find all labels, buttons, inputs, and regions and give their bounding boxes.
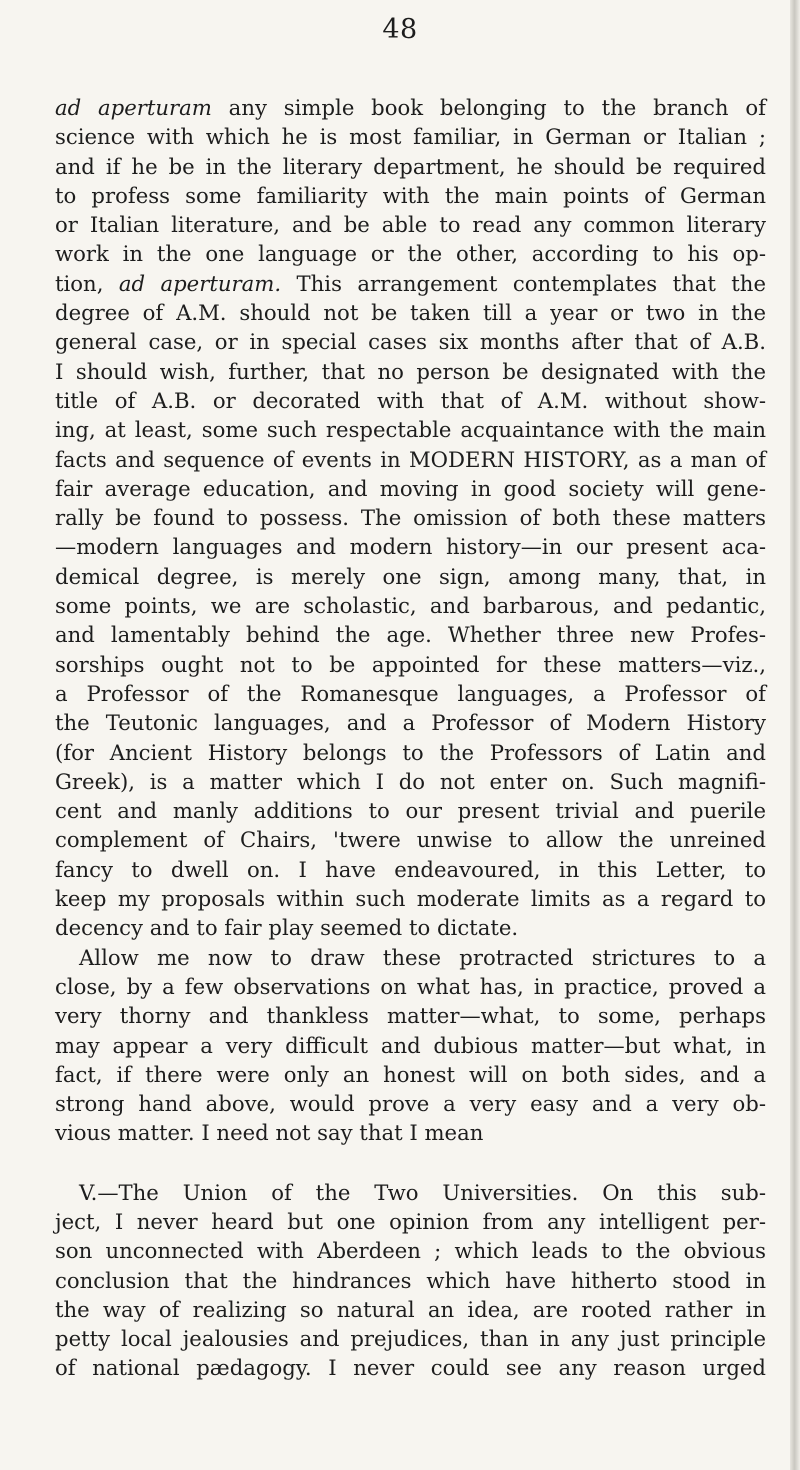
text-line [55,708,766,737]
text-run: conclusion that the hindrances which have hitherto stood in [55,1267,766,1293]
text-line [55,1236,766,1265]
body-text [55,93,766,1383]
text-line [55,913,766,942]
text-line [55,1266,766,1295]
text-run: petty local jealousies and prejudices, than in any just principle [55,1326,766,1352]
text-run: to profess some familiarity with the main points of German [55,182,766,208]
text-run: V.—The Union of the Two Universities. On this sub- [79,1179,766,1205]
text-line [55,1118,766,1147]
page-edge-shadow [790,0,800,1470]
text-line [55,357,766,386]
text-line [55,269,766,298]
text-run: may appear a very difficult and dubious matter—but what, in [55,1032,766,1058]
text-run: a Professor of the Romanesque languages, a Professor of [55,680,766,706]
text-run: fair average education, and moving in good society will gene- [55,475,766,501]
text-line [55,152,766,181]
text-line [55,1001,766,1030]
text-line [55,445,766,474]
text-line [55,532,766,561]
text-line [55,503,766,532]
text-run: close, by a few observations on what has, in practice, proved a [55,973,766,999]
text-run: the Teutonic languages, and a Professor of Modern History [55,710,766,736]
text-line [55,943,766,972]
text-line [55,591,766,620]
text-run: Allow me now to draw these protracted strictures to a [79,944,766,970]
text-run: general case, or in special cases six months after that of A.B. [55,329,766,355]
text-line [55,855,766,884]
text-run: ing, at least, some such respectable acquaintance with the main [55,417,766,443]
text-run: some points, we are scholastic, and barbarous, and pedantic, [55,593,766,619]
text-run: cent and manly additions to our present trivial and puerile [55,798,766,824]
text-line [55,884,766,913]
text-run: degree of A.M. should not be taken till a year or two in the [55,300,766,326]
text-line [55,1324,766,1353]
text-line [55,122,766,151]
text-run: ject, I never heard but one opinion from any intelligent per- [55,1208,766,1234]
text-run: son unconnected with Aberdeen ; which leads to the obvious [55,1238,766,1264]
italic-phrase: ad aperturam [55,95,212,120]
text-run: sorships ought not to be appointed for these matters—viz., [55,651,766,677]
text-run: This arrangement contemplates that the [281,270,766,296]
text-line [55,562,766,591]
text-line [55,415,766,444]
text-run: any simple book belonging to the branch of [211,95,766,120]
text-run: science with which he is most familiar, in German or Italian ; [55,124,766,150]
text-line [55,210,766,239]
text-line [55,825,766,854]
text-run: work in the one language or the other, according to his op- [55,241,766,267]
text-run: and if he be in the literary department, he should be required [55,153,766,179]
page-number: 48 [382,14,418,45]
text-line [55,650,766,679]
text-run: fact, if there were only an honest will on both sides, and a [55,1061,766,1087]
text-line [55,298,766,327]
text-line [55,972,766,1001]
text-run: title of A.B. or decorated with that of A.M. without show- [55,387,766,413]
text-run: very thorny and thankless matter—what, to some, perhaps [55,1003,766,1029]
text-line [55,181,766,210]
text-run: tion, [55,270,119,296]
text-line [55,1178,766,1207]
text-run: keep my proposals within such moderate limits as a regard to [55,886,766,912]
text-run: Greek), is a matter which I do not enter on. Such magnifi- [55,768,766,794]
text-line [55,1060,766,1089]
text-line [55,767,766,796]
text-line [55,1295,766,1324]
text-run: decency and to fair play seemed to dictate. [55,915,519,941]
text-run: facts and sequence of events in MODERN HISTORY, as a man of [55,446,766,472]
text-run: strong hand above, would prove a very easy and a very ob- [55,1091,766,1117]
text-line [55,679,766,708]
text-run: the way of realizing so natural an idea, are rooted rather in [55,1296,766,1322]
text-line [55,1089,766,1118]
text-run: complement of Chairs, 'twere unwise to allow the unreined [55,827,766,853]
text-line [55,620,766,649]
text-line [55,1031,766,1060]
italic-phrase: ad aperturam. [118,270,282,296]
text-line [55,738,766,767]
text-line [55,93,766,122]
text-run: —modern languages and modern history—in our present aca- [55,534,766,560]
text-line [55,239,766,268]
text-line [55,1207,766,1236]
text-run: demical degree, is merely one sign, among many, that, in [55,563,766,589]
text-line [55,327,766,356]
text-line [55,386,766,415]
text-run: vious matter. I need not say that I mean [55,1120,484,1146]
text-run: and lamentably behind the age. Whether three new Profes- [55,622,766,648]
text-line [55,796,766,825]
text-line [55,1353,766,1382]
text-run: (for Ancient History belongs to the Professors of Latin and [55,739,766,765]
text-run: rally be found to possess. The omission of both these matters [55,505,766,531]
text-run: of national pædagogy. I never could see any reason urged [55,1355,766,1381]
text-run: or Italian literature, and be able to read any common literary [55,212,766,238]
text-line [55,474,766,503]
text-run: fancy to dwell on. I have endeavoured, in this Letter, to [55,856,766,882]
text-run: I should wish, further, that no person be designated with the [55,358,766,384]
